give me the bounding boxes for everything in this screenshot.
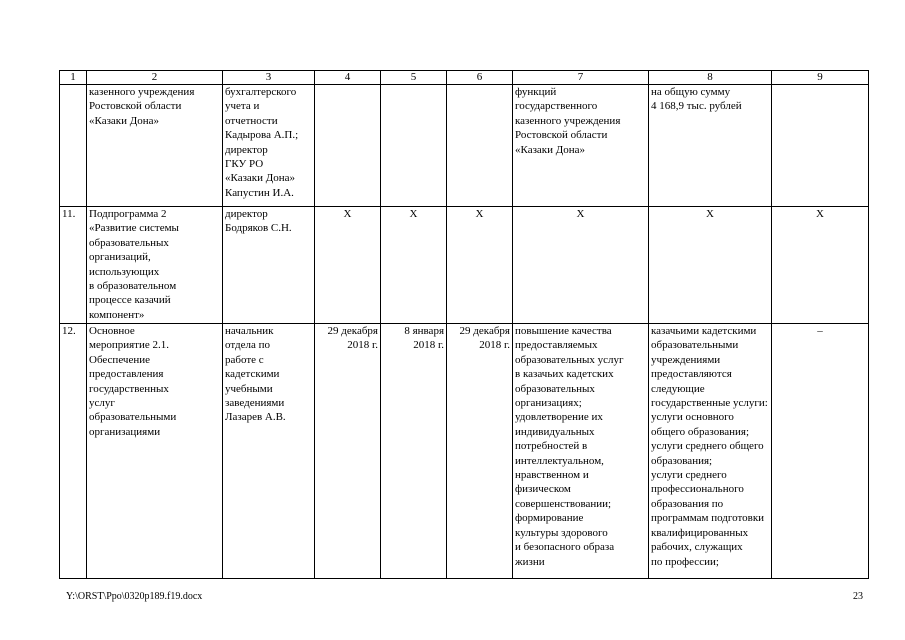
cell-line: 2018 г. (347, 339, 378, 352)
cell-start-date (315, 207, 381, 324)
cell-line: индивидуальных (515, 425, 595, 438)
col-header: 4 (315, 71, 381, 85)
cell-line: государственного (515, 100, 598, 113)
cell-line: Х (343, 208, 352, 220)
cell-line: повышение качества (515, 325, 612, 337)
col-header: 6 (447, 71, 513, 85)
cell-line: услуги среднего (651, 469, 727, 482)
cell-line: использующих (89, 265, 160, 278)
cell-line: потребностей в (515, 440, 588, 453)
cell-line: бухгалтерского (225, 86, 297, 98)
table-header-row (60, 71, 869, 85)
cell-line: – (817, 325, 823, 337)
cell-line: удовлетворение их (515, 411, 603, 424)
col-header: 3 (223, 71, 315, 85)
cell-number (60, 324, 87, 579)
col-header: 2 (87, 71, 223, 85)
cell-line: «Казаки Дона» (89, 114, 160, 127)
cell-line: функций (515, 86, 557, 98)
cell-line: интеллектуальном, (515, 454, 604, 467)
cell-number (60, 85, 87, 207)
cell-line: следующие (651, 382, 705, 395)
col-header: 5 (381, 71, 447, 85)
cell-line: и безопасного образа (515, 541, 615, 554)
cell-line: Ростовской области (515, 129, 608, 142)
cell-responsible (223, 324, 315, 579)
table-row (60, 207, 869, 324)
cell-name (87, 324, 223, 579)
cell-line: «Казаки Дона» (225, 172, 296, 185)
cell-line: государственных (89, 382, 169, 395)
cell-reason (772, 85, 869, 207)
cell-line: в казачьих кадетских (515, 368, 614, 381)
cell-line: учета и (225, 100, 260, 113)
cell-line: организациями (89, 425, 161, 438)
cell-reason (772, 324, 869, 579)
cell-line: Лазарев А.В. (225, 411, 286, 424)
cell-line: Обеспечение (89, 353, 150, 366)
cell-line: ГКУ РО (225, 158, 264, 171)
cell-line: профессионального (651, 483, 744, 496)
cell-line: услуги среднего общего (651, 440, 764, 453)
cell-line: мероприятие 2.1. (89, 339, 170, 352)
cell-line: 29 декабря (327, 325, 378, 337)
page-number: 23 (853, 591, 863, 602)
cell-line: казенного учреждения (515, 114, 621, 127)
cell-responsible (223, 85, 315, 207)
cell-line: Бодряков С.Н. (225, 222, 292, 235)
cell-line: формирование (515, 512, 584, 525)
cell-line: образования; (651, 454, 713, 467)
cell-line: Ростовской области (89, 100, 182, 113)
cell-line: отдела по (225, 339, 271, 352)
cell-line: учреждениями (651, 353, 721, 366)
cell-line: заведениями (225, 397, 285, 410)
cell-line: организаций, (89, 251, 151, 264)
cell-name (87, 85, 223, 207)
cell-expected-result (513, 207, 649, 324)
cell-line: Х (409, 208, 418, 220)
cell-expected-result (513, 324, 649, 579)
cell-line: услуги основного (651, 411, 734, 424)
table-row (60, 324, 869, 579)
cell-line: программам подготовки (651, 512, 765, 525)
cell-line: Х (475, 208, 484, 220)
cell-line: 8 января (404, 325, 444, 337)
data-table (59, 70, 869, 579)
cell-line: 4 168,9 тыс. рублей (651, 100, 742, 113)
cell-line: совершенствовании; (515, 497, 612, 510)
cell-line: Основное (89, 325, 135, 337)
cell-line: Кадырова А.П.; (225, 129, 299, 142)
cell-line: предоставляемых (515, 339, 598, 352)
cell-line: процессе казачий (89, 294, 171, 307)
cell-line: начальник (225, 325, 274, 337)
footer-file-path: Y:\ORST\Ppo\0320p189.f19.docx (66, 591, 203, 602)
cell-expected-result (513, 85, 649, 207)
cell-line: образовательных услуг (515, 353, 624, 366)
cell-line: Х (576, 208, 585, 220)
cell-reason (772, 207, 869, 324)
cell-start-date (315, 324, 381, 579)
cell-actual-date (447, 85, 513, 207)
cell-line: образовательных (515, 382, 595, 395)
cell-line: в образовательном (89, 280, 177, 293)
table-row (60, 85, 869, 207)
cell-line: Капустин И.А. (225, 186, 294, 199)
cell-line: рабочих, служащих (651, 541, 743, 554)
cell-name (87, 207, 223, 324)
cell-responsible (223, 207, 315, 324)
cell-line: кадетскими (225, 368, 280, 381)
cell-start-date (315, 85, 381, 207)
col-header: 1 (60, 71, 87, 85)
cell-line: образования по (651, 497, 724, 510)
cell-line: Подпрограмма 2 (89, 208, 167, 220)
cell-line: 2018 г. (413, 339, 444, 352)
cell-line: культуры здорового (515, 526, 608, 539)
cell-end-date (381, 324, 447, 579)
cell-line: жизни (515, 555, 545, 568)
cell-line: услуг (89, 397, 115, 410)
cell-actual-date (447, 324, 513, 579)
cell-end-date (381, 207, 447, 324)
cell-line: нравственном и (515, 469, 589, 482)
cell-line: учебными (225, 382, 273, 395)
cell-line: компонент» (89, 308, 145, 321)
cell-line: 12. (62, 325, 76, 337)
cell-actual-result (649, 207, 772, 324)
cell-line: 2018 г. (479, 339, 510, 352)
col-header: 9 (772, 71, 869, 85)
cell-line: государственные услуги: (651, 397, 768, 410)
cell-line: «Казаки Дона» (515, 143, 586, 156)
cell-actual-result (649, 85, 772, 207)
cell-line: квалифицированных (651, 526, 749, 539)
cell-number (60, 207, 87, 324)
cell-line: работе с (225, 353, 264, 366)
cell-line: образовательных (89, 236, 169, 249)
cell-line: по профессии; (651, 555, 719, 568)
cell-line: на общую сумму (651, 86, 731, 98)
cell-line: общего образования; (651, 425, 750, 438)
cell-line: образовательными (651, 339, 739, 352)
cell-line: образовательными (89, 411, 177, 424)
cell-line: «Развитие системы (89, 222, 179, 235)
cell-actual-date (447, 207, 513, 324)
cell-line: организациях; (515, 397, 582, 410)
cell-line: директор (225, 208, 268, 220)
cell-line: директор (225, 143, 268, 156)
cell-line: предоставляются (651, 368, 732, 381)
cell-line: казенного учреждения (89, 86, 195, 98)
cell-end-date (381, 85, 447, 207)
cell-line: физическом (515, 483, 571, 496)
cell-line: отчетности (225, 114, 278, 127)
cell-line: Х (816, 208, 824, 220)
cell-line: казачьими кадетскими (651, 325, 757, 337)
cell-line: Х (706, 208, 714, 220)
col-header: 8 (649, 71, 772, 85)
cell-actual-result (649, 324, 772, 579)
col-header: 7 (513, 71, 649, 85)
cell-line: предоставления (89, 368, 164, 381)
cell-line: 11. (62, 208, 76, 220)
cell-line: 29 декабря (459, 325, 510, 337)
